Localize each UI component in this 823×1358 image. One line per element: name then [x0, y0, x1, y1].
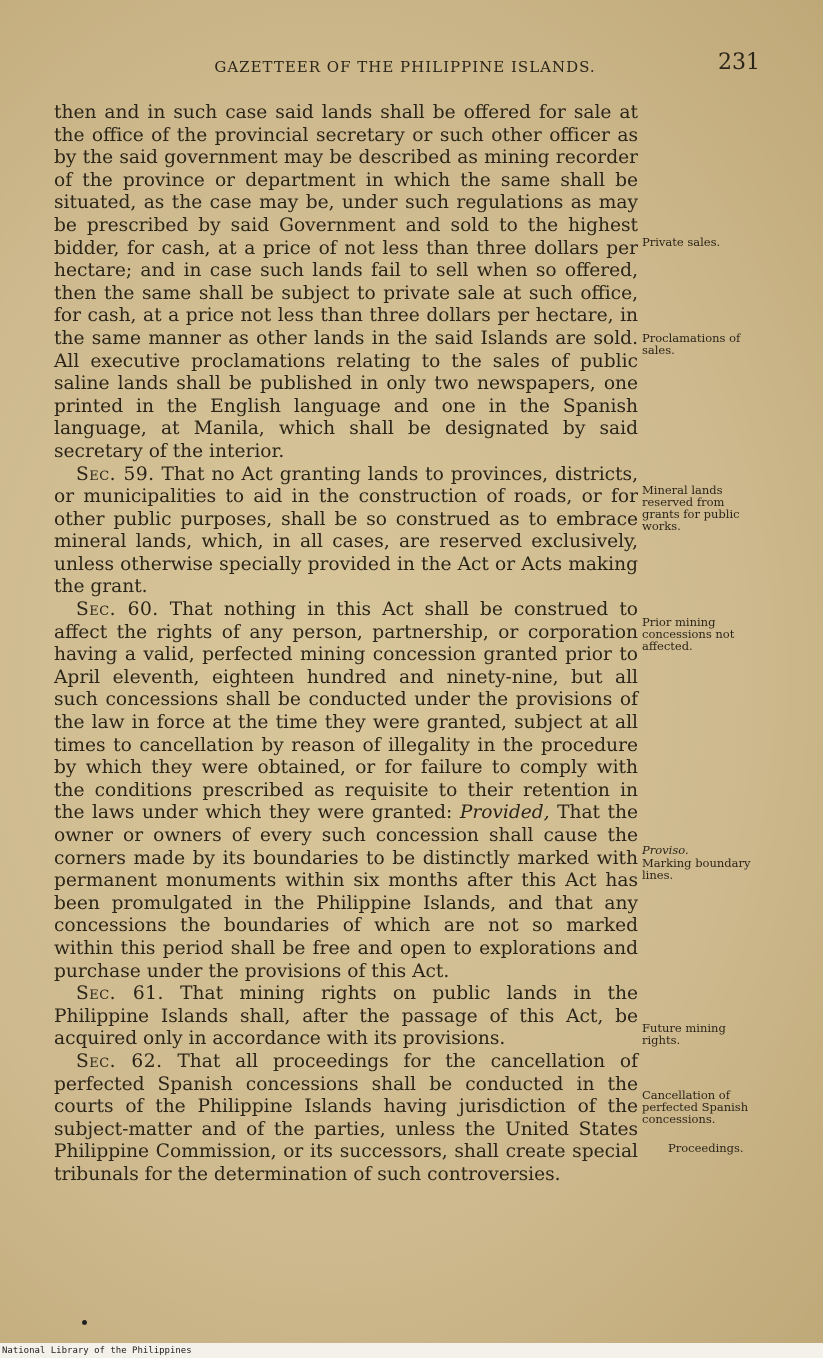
section-text: That nothing in this Act shall be construed to affect the rights of any person, partnership, or corporation having a valid, perfected mining concession granted prior to April eleventh, eighteen hundred and ninety-nine, but all such concessions shall be conducted under the provisions of the law in force at the time they were granted, subject at all times to cancellation by reason of illegality in the procedure by which they were obtained, or for failure to comply with the conditions prescribed as requisite to their retention in the laws under which they were granted: [54, 599, 638, 824]
section-60 [54, 599, 638, 983]
section-label: Sec. 61. [76, 983, 164, 1005]
running-title: GAZETTEER OF THE PHILIPPINE ISLANDS. [214, 58, 596, 76]
section-text: That no Act granting lands to provinces, districts, or municipalities to aid in the construction of roads, or for other public purposes, shall be so construed as to embrace mineral lands, which, in all cases, are reserved exclusively, unless otherwise specially provided in the Act or Acts making the grant. [54, 463, 638, 598]
section-label: Sec. 59. [76, 463, 155, 485]
section-61 [54, 983, 638, 1051]
ink-dot [82, 1320, 87, 1325]
page-number: 231 [718, 50, 760, 75]
provided-word: Provided, [459, 802, 550, 824]
library-credit: National Library of the Philippines [2, 1346, 192, 1356]
margin-note-proclamations: Proclamations of sales. [642, 331, 741, 357]
section-label: Sec. 60. [76, 599, 159, 621]
section-62 [54, 1051, 638, 1187]
paragraph-continuation: then and in such case said lands shall be offered for sale at the office of the provincial secretary or such other officer as by the said government may be described as mining recorder of the province or department in which the same shall be situated, as the case may be, under such regulations as may be prescribed by said Government and sold to the highest bidder, for cash, at a price of not less than three dollars per hectare; and in case such lands fail to sell when so offered, then the same shall be subject to private sale at such office, for cash, at a price not less than three dollars per hectare, in the same manner as other lands in the said Islands are sold. All executive proclamations relating to the sales of public saline lands shall be published in only two newspapers, one printed in the English language and one in the Spanish language, at Manila, which shall be designated by said secretary of the interior. [54, 102, 638, 462]
section-text-continued: That the owner or owners of every such concession shall cause the corners made by its boundaries to be distinctly marked with permanent monuments within six months after this Act has been promulgated in the Philippine Islands, and that any concessions the boundaries of which are not so marked within this period shall be free and open to explorations and purchase under the provisions of this Act. [54, 802, 638, 982]
body-text [54, 102, 638, 1187]
margin-note-proceedings: Proceedings. [668, 1141, 744, 1155]
margin-note-mineral-lands: Mineral lands reserved from grants for public works. [642, 483, 740, 533]
margin-note-cancellation: Cancellation of perfected Spanish concessions. [642, 1088, 749, 1126]
section-label: Sec. 62. [76, 1050, 163, 1072]
margin-note-proviso: Proviso. [642, 843, 689, 857]
margin-note-future-mining: Future mining rights. [642, 1021, 726, 1047]
margin-note-prior-mining: Prior mining concessions not affected. [642, 615, 735, 653]
section-text: That all proceedings for the cancellation of perfected Spanish concessions shall be conducted in the courts of the Philippine Islands having jurisdiction of the subject-matter and of the parties, unless the United States Philippine Commission, or its successors, shall create special tribunals for the determination of such controversies. [54, 1050, 638, 1185]
margin-note-marking: Marking boundary lines. [642, 856, 751, 882]
margin-note-private-sales: Private sales. [642, 235, 721, 249]
section-text: That mining rights on public lands in the Philippine Islands shall, after the passage of this Act, be acquired only in accordance with its provisions. [54, 983, 638, 1050]
section-59 [54, 464, 638, 600]
